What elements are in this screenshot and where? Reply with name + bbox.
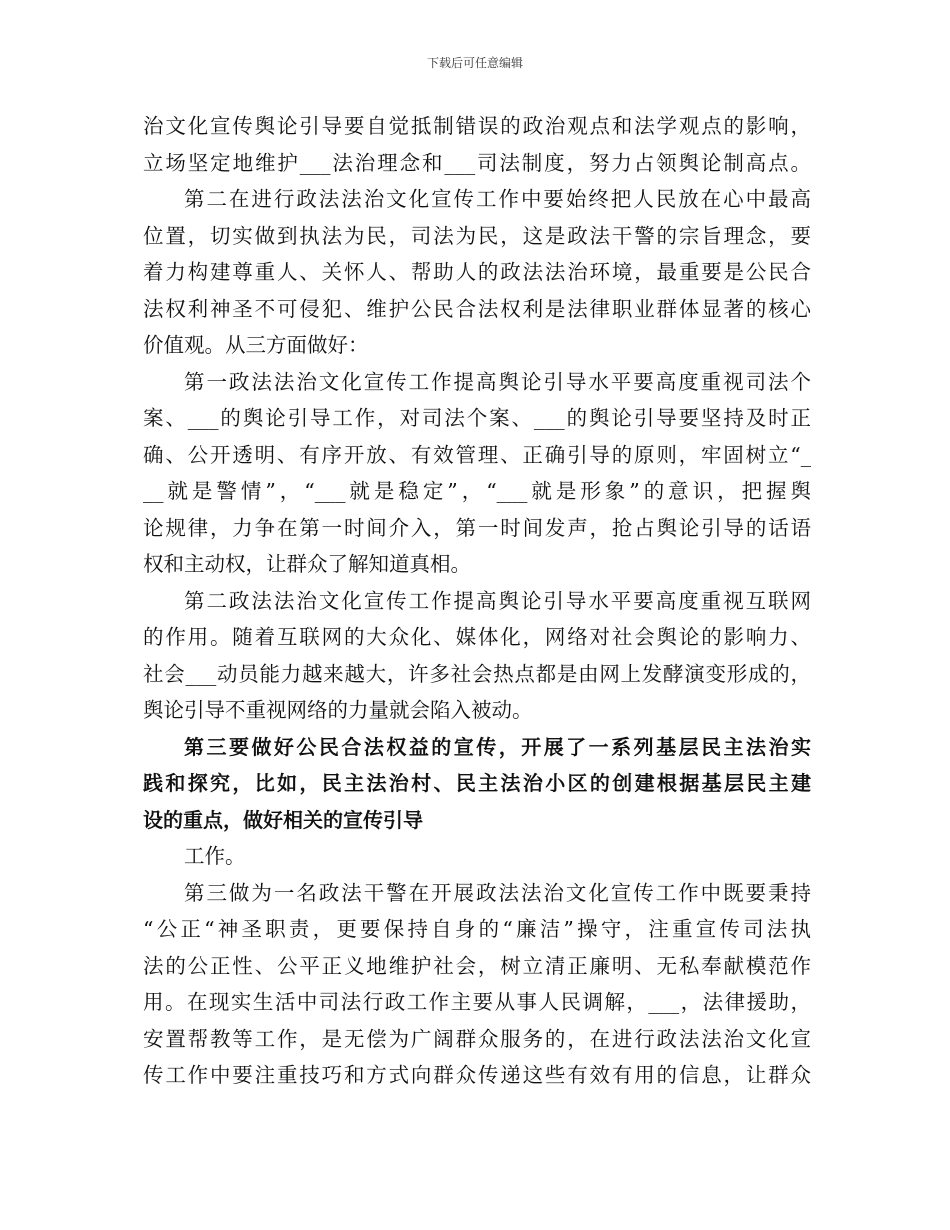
paragraph-start-line: 第二在进行政法法治文化宣传工作中要始终把人民放在心中最高: [184, 187, 811, 211]
paragraph-end-line: 价值观。从三方面做好：: [143, 333, 369, 357]
text-line: 治文化宣传舆论引导要自觉抵制错误的政治观点和法学观点的影响，: [143, 114, 811, 138]
text-line: 用。在现实生活中司法行政工作主要从事人民调解，___，法律援助，: [143, 990, 811, 1014]
text-line: 社会___动员能力越来越大，许多社会热点都是由网上发酵演变形成的，: [143, 661, 811, 686]
bold-paragraph-end-line: 设的重点，做好相关的宣传引导: [143, 807, 423, 832]
text-line: 案、___的舆论引导工作，对司法个案、___的舆论引导要坚持及时正: [143, 406, 811, 430]
text-line: 确、公开透明、有序开放、有效管理、正确引导的原则，牢固树立“_: [143, 442, 811, 467]
text-line: 传工作中要注重技巧和方式向群众传递这些有效有用的信息，让群众: [143, 1063, 811, 1087]
text-line: 法的公正性、公平正义地维护社会，树立清正廉明、无私奉献模范作: [143, 953, 811, 978]
paragraph-end-line: 权和主动权，让群众了解知道真相。: [143, 552, 471, 576]
paragraph-start-line: 第二政法法治文化宣传工作提高舆论引导水平要高度重视互联网: [184, 588, 811, 613]
text-line: 的作用。随着互联网的大众化、媒体化，网络对社会舆论的影响力、: [143, 625, 811, 649]
text-line: “公正“神圣职责，更要保持自身的“廉洁”操守，注重宣传司法执: [143, 917, 811, 941]
text-line: 立场坚定地维护___法治理念和___司法制度，努力占领舆论制高点。: [143, 150, 811, 175]
text-line: 着力构建尊重人、关怀人、帮助人的政法法治环境，最重要是公民合: [143, 260, 811, 284]
text-line: 论规律，力争在第一时间介入，第一时间发声，抢占舆论引导的话语: [143, 515, 811, 540]
page-header-note: 下载后可任意编辑: [426, 56, 523, 70]
text-line: __就是警情”，“___就是稳定”，“___就是形象”的意识，把握舆: [143, 479, 811, 503]
paragraph-line: 工作。: [184, 844, 246, 868]
text-line: 安置帮教等工作，是无偿为广阔群众服务的，在进行政法法治文化宣: [143, 1026, 811, 1051]
text-line: 位置，切实做到执法为民，司法为民，这是政法干警的宗旨理念，要: [143, 223, 811, 248]
bold-paragraph-line: 践和探究，比如，民主法治村、民主法治小区的创建根据基层民主建: [143, 771, 811, 795]
text-line: 法权利神圣不可侵犯、维护公民合法权利是法律职业群体显著的核心: [143, 296, 811, 321]
paragraph-start-line: 第三做为一名政法干警在开展政法法治文化宣传工作中既要秉持: [184, 880, 811, 905]
bold-paragraph-line: 第三要做好公民合法权益的宣传，开展了一系列基层民主法治实: [184, 734, 811, 759]
paragraph-start-line: 第一政法法治文化宣传工作提高舆论引导水平要高度重视司法个: [184, 369, 811, 394]
document-body: [143, 108, 811, 1094]
paragraph-end-line: 舆论引导不重视网络的力量就会陷入被动。: [143, 698, 533, 722]
